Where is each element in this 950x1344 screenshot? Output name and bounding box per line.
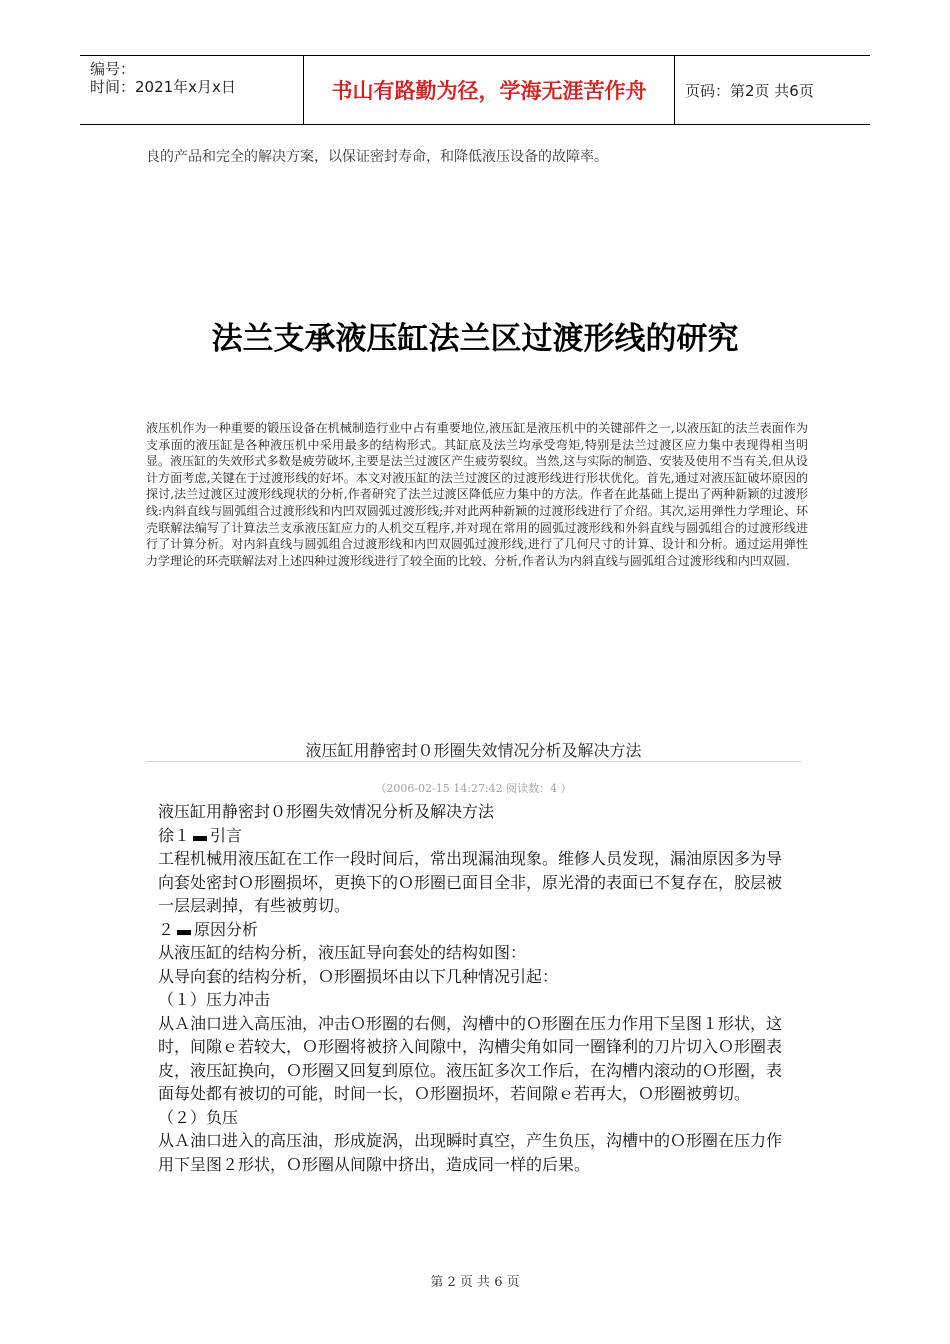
list-item-title: （１）压力冲击 (158, 990, 271, 1009)
body-paragraph: 从Ａ油口进入的高压油，形成旋涡，出现瞬时真空，产生负压，沟槽中的Ｏ形圈在压力作用下呈图２形状，Ｏ形圈从间隙中挤出，造成同一样的后果。 (158, 1131, 783, 1174)
page-footer: 第 2 页 共 6 页 (430, 1275, 520, 1290)
time-label: 时间：2021年x月x日 (90, 78, 236, 96)
page-header (80, 55, 870, 125)
section-number: 徐１ (158, 825, 191, 845)
body-heading: 液压缸用静密封０形圈失效情况分析及解决方法 (158, 802, 495, 821)
bar-icon (193, 836, 207, 841)
article-title: 液压缸用静密封０形圈失效情况分析及解决方法 (305, 741, 642, 760)
bar-icon (177, 930, 191, 935)
document-title: 法兰支承液压缸法兰区过渡形线的研究 (211, 321, 739, 357)
intro-line: 良的产品和完全的解决方案，以保证密封寿命，和降低液压设备的故障率。 (146, 149, 608, 165)
header-motto: 书山有路勤为径，学海无涯苦作舟 (304, 56, 675, 124)
body-paragraph: 从液压缸的结构分析，液压缸导向套处的结构如图： (158, 943, 527, 962)
article-body (158, 800, 791, 1176)
abstract-paragraph: 液压机作为一种重要的锻压设备在机械制造行业中占有重要地位,液压缸是液压机中的关键部件之一,以液压缸的法兰表面作为支承面的液压缸是各种液压机中采用最多的结构形式。其缸底及法兰均承受弯矩,特别是法兰过渡区应力集中表现得相当明显。液压缸的失效形式多数是疲劳破坏,主要是法兰过渡区产生疲劳裂纹。当然,这与实际的制造、安装及使用不当有关,但从设计方面考虑,关键在于过渡形线的好坏。本文对液压缸的法兰过渡区的过渡形线进行形状优化。首先,通过对液压缸破坏原因的探讨,法兰过渡区过渡形线现状的分析,作者研究了法兰过渡区降低应力集中的方法。作者在此基础上提出了两种新颖的过渡形线:内斜直线与圆弧组合过渡形线和内凹双圆弧过渡形线;并对此两种新颖的过渡形线进行了介绍。其次,运用弹性力学理论、环壳联解法编写了计算法兰支承液压缸应力的人机交互程序,并对现在常用的圆弧过渡形线和外斜直线与圆弧组合的过渡形线进行了计算分析。对内斜直线与圆弧组合过渡形线和内凹双圆弧过渡形线,进行了几何尺寸的计算、设计和分析。通过运用弹性力学理论的环壳联解法对上述四种过渡形线进行了较全面的比较、分析,作者认为内斜直线与圆弧组合过渡形线和内凹双圆. (146, 421, 808, 568)
body-paragraph: 工程机械用液压缸在工作一段时间后，常出现漏油现象。维修人员发现，漏油原因多为导向套处密封Ｏ形圈损坏，更换下的Ｏ形圈已面目全非，原光滑的表面已不复存在，胶层被一层层剥掉，有些被剪切。 (158, 849, 783, 915)
article-meta: （2006-02-15 14:27:42 阅读数：4 ） (375, 782, 572, 795)
section-number: ２ (158, 919, 175, 939)
section-heading (158, 918, 791, 942)
body-paragraph: 从Ａ油口进入高压油，冲击Ｏ形圈的右侧，沟槽中的Ｏ形圈在压力作用下呈图１形状，这时，间隙ｅ若较大，Ｏ形圈将被挤入间隙中，沟槽尖角如同一圈锋利的刀片切入Ｏ形圈表皮，液压缸换向，Ｏ形圈又回复到原位。液压缸多次工作后，在沟槽内滚动的Ｏ形圈，表面每处都有被切的可能，时间一长，Ｏ形圈损坏，若间隙ｅ若再大，Ｏ形圈被剪切。 (158, 1013, 783, 1103)
header-meta (80, 56, 304, 124)
header-page-info: 页码：第2页 共6页 (685, 81, 814, 100)
article-divider (146, 761, 801, 762)
section-heading (158, 824, 791, 848)
section-title: 原因分析 (194, 919, 259, 939)
body-paragraph: 从导向套的结构分析，Ｏ形圈损坏由以下几种情况引起： (158, 966, 559, 986)
number-label: 编号： (90, 60, 136, 78)
section-title: 引言 (210, 825, 243, 845)
list-item-title: （２）负压 (158, 1107, 239, 1127)
